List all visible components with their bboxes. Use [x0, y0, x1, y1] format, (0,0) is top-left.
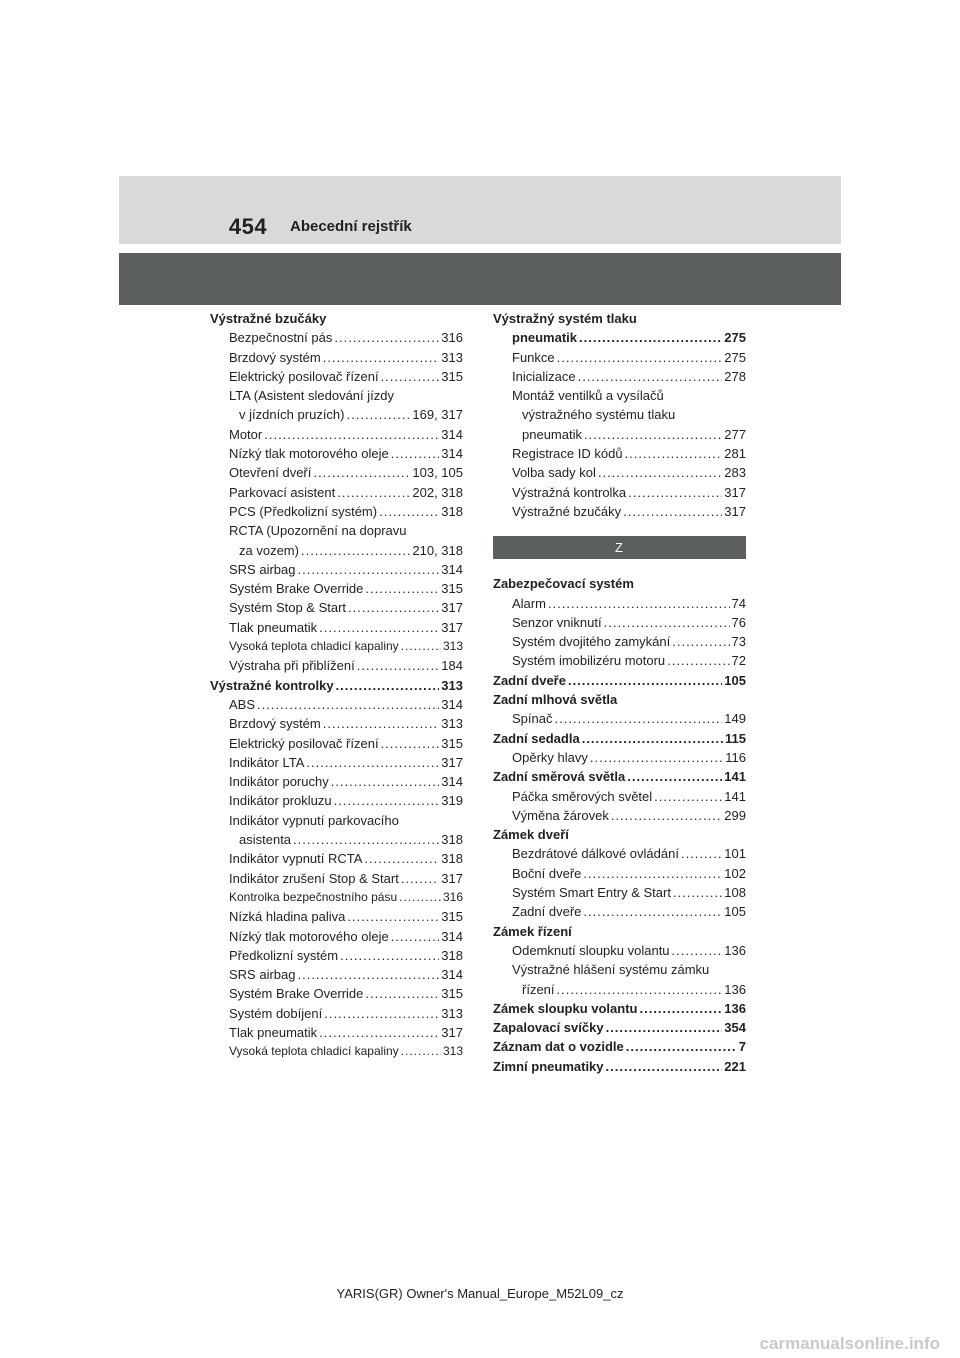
- index-entry: [493, 709, 746, 728]
- index-term: Senzor vniknutí: [512, 614, 602, 630]
- index-term: Spínač: [512, 711, 553, 727]
- index-term: Registrace ID kódů: [512, 446, 623, 462]
- index-term: Vysoká teplota chladicí kapaliny: [229, 1044, 399, 1059]
- index-term: Systém dvojitého zamykání: [512, 634, 671, 650]
- index-term: Výstražné bzučáky: [210, 311, 327, 326]
- page-reference: 317: [441, 1024, 463, 1040]
- index-entry-heading: [493, 328, 746, 347]
- index-entry-heading: [493, 671, 746, 690]
- dot-leader: [381, 367, 440, 386]
- index-term: Zadní sedadla: [493, 730, 580, 746]
- dot-leader: [628, 483, 722, 502]
- page-reference: 108: [724, 885, 746, 901]
- dot-leader: [365, 579, 439, 598]
- index-entry: [210, 1004, 463, 1023]
- page-reference: 136: [724, 1000, 746, 1016]
- index-term: Indikátor prokluzu: [229, 793, 332, 809]
- dot-leader: [598, 463, 722, 482]
- dot-leader: [401, 1042, 441, 1061]
- index-entry: [493, 594, 746, 613]
- index-entry: [210, 965, 463, 984]
- index-entry-heading: [493, 922, 746, 941]
- page-reference: 73: [731, 634, 746, 650]
- page-reference: 169, 317: [412, 407, 463, 423]
- index-entry-heading: [493, 1057, 746, 1076]
- index-entry: [493, 367, 746, 386]
- index-entry: [493, 613, 746, 632]
- page-reference: 283: [724, 465, 746, 481]
- index-column-right: [493, 309, 746, 1076]
- index-entry: [493, 386, 746, 405]
- index-term: Indikátor vypnutí parkovacího: [229, 812, 399, 828]
- index-entry: [210, 695, 463, 714]
- index-term: Systém dobíjení: [229, 1005, 323, 1021]
- index-term: Elektrický posilovač řízení: [229, 735, 379, 751]
- dot-leader: [626, 1037, 737, 1056]
- index-term: Elektrický posilovač řízení: [229, 368, 379, 384]
- dot-leader: [340, 946, 439, 965]
- index-entry-heading: [493, 999, 746, 1018]
- page-reference: 316: [441, 330, 463, 346]
- page-reference: 210, 318: [412, 542, 463, 558]
- dot-leader: [548, 594, 730, 613]
- dot-leader: [331, 772, 440, 791]
- index-entry: [210, 521, 463, 540]
- index-entry: [210, 888, 463, 907]
- page-reference: 314: [441, 426, 463, 442]
- index-term: Výstražné hlášení systému zámku: [512, 962, 710, 978]
- index-term: Výměna žárovek: [512, 807, 609, 823]
- page-reference: 315: [441, 368, 463, 384]
- index-entry: [210, 328, 463, 347]
- index-entry: [210, 560, 463, 579]
- page-reference: 315: [441, 581, 463, 597]
- page-reference: 299: [724, 807, 746, 823]
- index-entry-heading: [493, 825, 746, 844]
- page-reference: 7: [738, 1039, 746, 1055]
- index-term: Kontrolka bezpečnostního pásu: [229, 889, 398, 904]
- page-reference: 318: [441, 947, 463, 963]
- index-term: Otevření dveří: [229, 465, 312, 481]
- page-reference: 316: [442, 889, 463, 904]
- index-term: řízení: [522, 981, 555, 997]
- dot-leader: [324, 1004, 439, 1023]
- index-term: Odemknutí sloupku volantu: [512, 942, 670, 958]
- index-term: Systém Stop & Start: [229, 600, 347, 616]
- index-entry: [493, 632, 746, 651]
- index-term: Systém Brake Override: [229, 986, 364, 1002]
- index-term: za vozem): [239, 542, 299, 558]
- index-entry: [210, 907, 463, 926]
- dot-leader: [625, 444, 723, 463]
- dot-leader: [336, 676, 440, 695]
- index-term: Výstražný systém tlaku: [493, 311, 637, 326]
- index-entry: [210, 502, 463, 521]
- index-term: Bezpečnostní pás: [229, 330, 333, 346]
- section-tab-band: [119, 253, 841, 305]
- page-reference: 141: [724, 788, 746, 804]
- page-reference: 115: [725, 730, 746, 746]
- index-term: Výstražné kontrolky: [210, 677, 334, 693]
- page-reference: 354: [724, 1020, 746, 1036]
- index-entry-heading: [493, 309, 746, 328]
- index-term: SRS airbag: [229, 967, 296, 983]
- dot-leader: [681, 844, 722, 863]
- page-reference: 275: [724, 330, 746, 346]
- index-entry-heading: [210, 309, 463, 328]
- page-reference: 141: [724, 769, 746, 785]
- index-entry: [210, 405, 463, 424]
- page-reference: 277: [724, 426, 746, 442]
- index-term: Záznam dat o vozidle: [493, 1039, 624, 1055]
- page-reference: 74: [731, 595, 746, 611]
- dot-leader: [334, 791, 440, 810]
- page-reference: 278: [724, 368, 746, 384]
- dot-leader: [578, 367, 723, 386]
- index-term: Zámek dveří: [493, 827, 569, 843]
- index-term: Zámek sloupku volantu: [493, 1000, 638, 1016]
- page-reference: 315: [441, 909, 463, 925]
- index-term: pneumatik: [512, 330, 578, 346]
- page-reference: 281: [724, 446, 746, 462]
- index-entry: [210, 734, 463, 753]
- dot-leader: [654, 787, 722, 806]
- dot-leader: [579, 328, 722, 347]
- page-reference: 149: [724, 711, 746, 727]
- page-reference: 318: [441, 832, 463, 848]
- page-reference: 221: [724, 1058, 746, 1074]
- page-reference: 314: [441, 774, 463, 790]
- index-entry: [210, 1042, 463, 1061]
- index-term: Volba sady kol: [512, 465, 596, 481]
- index-term: Brzdový systém: [229, 349, 321, 365]
- index-term: Zabezpečovací systém: [493, 576, 634, 592]
- index-entry-heading: [493, 729, 746, 748]
- index-entry: [493, 883, 746, 902]
- dot-leader: [604, 613, 730, 632]
- index-entry: [493, 405, 746, 424]
- dot-leader: [627, 767, 722, 786]
- index-entry: [210, 386, 463, 405]
- index-entry: [493, 864, 746, 883]
- index-entry: [493, 348, 746, 367]
- index-entry-heading: [493, 1037, 746, 1056]
- page-reference: 317: [724, 503, 746, 519]
- page-reference: 102: [724, 865, 746, 881]
- page-reference: 184: [441, 658, 463, 674]
- page-reference: 314: [441, 561, 463, 577]
- index-column-left: [210, 309, 463, 1062]
- index-entry: [210, 598, 463, 617]
- index-term: Funkce: [512, 349, 555, 365]
- dot-leader: [301, 541, 410, 560]
- index-term: Inicializace: [512, 368, 576, 384]
- index-entry: [210, 541, 463, 560]
- index-entry: [493, 483, 746, 502]
- index-term: Výstražná kontrolka: [512, 484, 627, 500]
- index-term: Tlak pneumatik: [229, 1024, 318, 1040]
- page-reference: 317: [724, 484, 746, 500]
- page-reference: 313: [441, 1005, 463, 1021]
- header-band: [119, 176, 841, 244]
- index-term: RCTA (Upozornění na dopravu: [229, 523, 407, 539]
- index-entry: [210, 579, 463, 598]
- dot-leader: [611, 806, 722, 825]
- watermark: carmanualsonline.info: [759, 1334, 940, 1353]
- page-reference: 315: [441, 986, 463, 1002]
- index-entry: [210, 849, 463, 868]
- index-entry: [210, 637, 463, 656]
- index-term: Indikátor LTA: [229, 754, 305, 770]
- index-entry: [210, 772, 463, 791]
- page-reference: 136: [724, 942, 746, 958]
- index-entry: [210, 946, 463, 965]
- index-term: Páčka směrových světel: [512, 788, 653, 804]
- index-entry: [210, 791, 463, 810]
- dot-leader: [557, 348, 723, 367]
- index-entry: [493, 651, 746, 670]
- dot-leader: [293, 830, 439, 849]
- index-entry: [210, 463, 463, 482]
- index-entry: [210, 1023, 463, 1042]
- index-entry: [210, 348, 463, 367]
- index-term: Zadní dveře: [493, 672, 566, 688]
- index-term: Bezdrátové dálkové ovládání: [512, 846, 679, 862]
- page-reference: 313: [442, 1044, 463, 1059]
- page-reference: 314: [441, 696, 463, 712]
- index-entry: [210, 830, 463, 849]
- manual-footer: YARIS(GR) Owner's Manual_Europe_M52L09_cz: [336, 1286, 624, 1301]
- dot-leader: [401, 637, 441, 656]
- index-term: Zimní pneumatiky: [493, 1058, 604, 1074]
- dot-leader: [323, 348, 440, 367]
- dot-leader: [297, 560, 439, 579]
- page-reference: 314: [441, 446, 463, 462]
- dot-leader: [347, 405, 411, 424]
- index-entry: [210, 811, 463, 830]
- dot-leader: [673, 883, 722, 902]
- dot-leader: [391, 444, 440, 463]
- index-term: Montáž ventilků a vysílačů: [512, 388, 664, 404]
- dot-leader: [583, 864, 722, 883]
- dot-leader: [623, 502, 722, 521]
- dot-leader: [667, 651, 729, 670]
- dot-leader: [348, 598, 439, 617]
- index-term: Zadní dveře: [512, 904, 582, 920]
- index-term: Indikátor vypnutí RCTA: [229, 851, 363, 867]
- dot-leader: [391, 927, 440, 946]
- index-term: Tlak pneumatik: [229, 619, 318, 635]
- index-term: Indikátor zrušení Stop & Start: [229, 870, 399, 886]
- dot-leader: [364, 849, 439, 868]
- page-reference: 105: [724, 672, 746, 688]
- dot-leader: [319, 1023, 439, 1042]
- index-term: Vysoká teplota chladicí kapaliny: [229, 639, 399, 654]
- index-entry: [210, 753, 463, 772]
- index-term: Systém Smart Entry & Start: [512, 885, 671, 901]
- page-reference: 318: [441, 851, 463, 867]
- dot-leader: [568, 671, 722, 690]
- page-reference: 275: [724, 349, 746, 365]
- index-entry-heading: [493, 690, 746, 709]
- index-term: Zadní mlhová světla: [493, 692, 618, 708]
- dot-leader: [264, 425, 439, 444]
- index-entry: [210, 425, 463, 444]
- index-entry: [493, 425, 746, 444]
- dot-leader: [365, 984, 439, 1003]
- index-entry: [210, 483, 463, 502]
- page-reference: 202, 318: [412, 484, 463, 500]
- page-reference: 317: [441, 619, 463, 635]
- index-term: Alarm: [512, 595, 546, 611]
- dot-leader: [257, 695, 439, 714]
- dot-leader: [557, 980, 723, 999]
- dot-leader: [347, 907, 439, 926]
- page-reference: 313: [441, 677, 463, 693]
- index-entry-heading: [493, 1018, 746, 1037]
- index-term: Motor: [229, 426, 263, 442]
- dot-leader: [379, 502, 439, 521]
- page-reference: 101: [724, 846, 746, 862]
- index-entry: [210, 656, 463, 675]
- index-term: Výstražné bzučáky: [512, 503, 622, 519]
- index-entry: [210, 714, 463, 733]
- page-reference: 103, 105: [412, 465, 463, 481]
- index-letter-heading: Z: [493, 536, 746, 559]
- page-reference: 136: [724, 981, 746, 997]
- index-term: Výstraha při přiblížení: [229, 658, 355, 674]
- page-reference: 317: [441, 754, 463, 770]
- index-term: Zámek řízení: [493, 923, 572, 939]
- index-term: PCS (Předkolizní systém): [229, 503, 378, 519]
- page-reference: 72: [731, 653, 746, 669]
- dot-leader: [323, 714, 440, 733]
- page-reference: 314: [441, 928, 463, 944]
- index-entry-heading: [493, 767, 746, 786]
- index-term: Zapalovací svíčky: [493, 1020, 604, 1036]
- index-term: Systém Brake Override: [229, 581, 364, 597]
- index-entry: [493, 444, 746, 463]
- dot-leader: [584, 425, 722, 444]
- page-reference: 318: [441, 503, 463, 519]
- index-term: výstražného systému tlaku: [522, 407, 676, 423]
- page-reference: 319: [441, 793, 463, 809]
- index-term: ABS: [229, 696, 256, 712]
- page-reference: 116: [725, 749, 746, 765]
- index-term: Nízký tlak motorového oleje: [229, 928, 389, 944]
- index-entry: [493, 902, 746, 921]
- index-term: Systém imobilizéru motoru: [512, 653, 666, 669]
- index-entry: [493, 806, 746, 825]
- dot-leader: [381, 734, 440, 753]
- dot-leader: [313, 463, 410, 482]
- index-term: Brzdový systém: [229, 716, 321, 732]
- index-entry: [493, 502, 746, 521]
- dot-leader: [334, 328, 439, 347]
- index-term: asistenta: [239, 832, 292, 848]
- dot-leader: [319, 618, 439, 637]
- dot-leader: [554, 709, 722, 728]
- dot-leader: [582, 729, 723, 748]
- dot-leader: [583, 902, 722, 921]
- dot-leader: [399, 888, 441, 907]
- index-entry: [493, 941, 746, 960]
- dot-leader: [401, 869, 439, 888]
- index-entry: [493, 980, 746, 999]
- dot-leader: [357, 656, 440, 675]
- dot-leader: [306, 753, 439, 772]
- page-reference: 315: [441, 735, 463, 751]
- index-term: Indikátor poruchy: [229, 774, 329, 790]
- index-entry: [493, 463, 746, 482]
- index-term: LTA (Asistent sledování jízdy: [229, 388, 394, 404]
- section-title: Abecední rejstřík: [290, 218, 412, 235]
- index-term: Nízká hladina paliva: [229, 909, 346, 925]
- page-reference: 317: [441, 600, 463, 616]
- dot-leader: [672, 632, 729, 651]
- index-entry: [493, 844, 746, 863]
- index-term: Předkolizní systém: [229, 947, 339, 963]
- index-entry: [210, 618, 463, 637]
- index-entry: [210, 869, 463, 888]
- index-term: Zadní směrová světla: [493, 769, 626, 785]
- page-reference: 313: [441, 716, 463, 732]
- index-term: Nízký tlak motorového oleje: [229, 446, 389, 462]
- dot-leader: [590, 748, 723, 767]
- index-term: pneumatik: [522, 426, 582, 442]
- index-term: v jízdních pruzích): [239, 407, 345, 423]
- dot-leader: [639, 999, 722, 1018]
- page-reference: 317: [441, 870, 463, 886]
- index-term: SRS airbag: [229, 561, 296, 577]
- page-number: 454: [228, 214, 268, 239]
- dot-leader: [297, 965, 439, 984]
- dot-leader: [606, 1018, 723, 1037]
- page-reference: 314: [441, 967, 463, 983]
- index-entry: [210, 984, 463, 1003]
- index-entry: [210, 927, 463, 946]
- index-term: Opěrky hlavy: [512, 749, 588, 765]
- page-reference: 105: [724, 904, 746, 920]
- dot-leader: [606, 1057, 723, 1076]
- index-entry-heading: [493, 574, 746, 593]
- page-reference: 76: [731, 614, 746, 630]
- index-entry-heading: [210, 676, 463, 695]
- index-entry: [493, 960, 746, 979]
- index-term: Parkovací asistent: [229, 484, 336, 500]
- page-reference: 313: [442, 639, 463, 654]
- index-entry: [493, 787, 746, 806]
- index-entry: [210, 367, 463, 386]
- index-entry: [493, 748, 746, 767]
- dot-leader: [337, 483, 410, 502]
- page-reference: 313: [441, 349, 463, 365]
- index-entry: [210, 444, 463, 463]
- dot-leader: [672, 941, 723, 960]
- index-term: Boční dveře: [512, 865, 582, 881]
